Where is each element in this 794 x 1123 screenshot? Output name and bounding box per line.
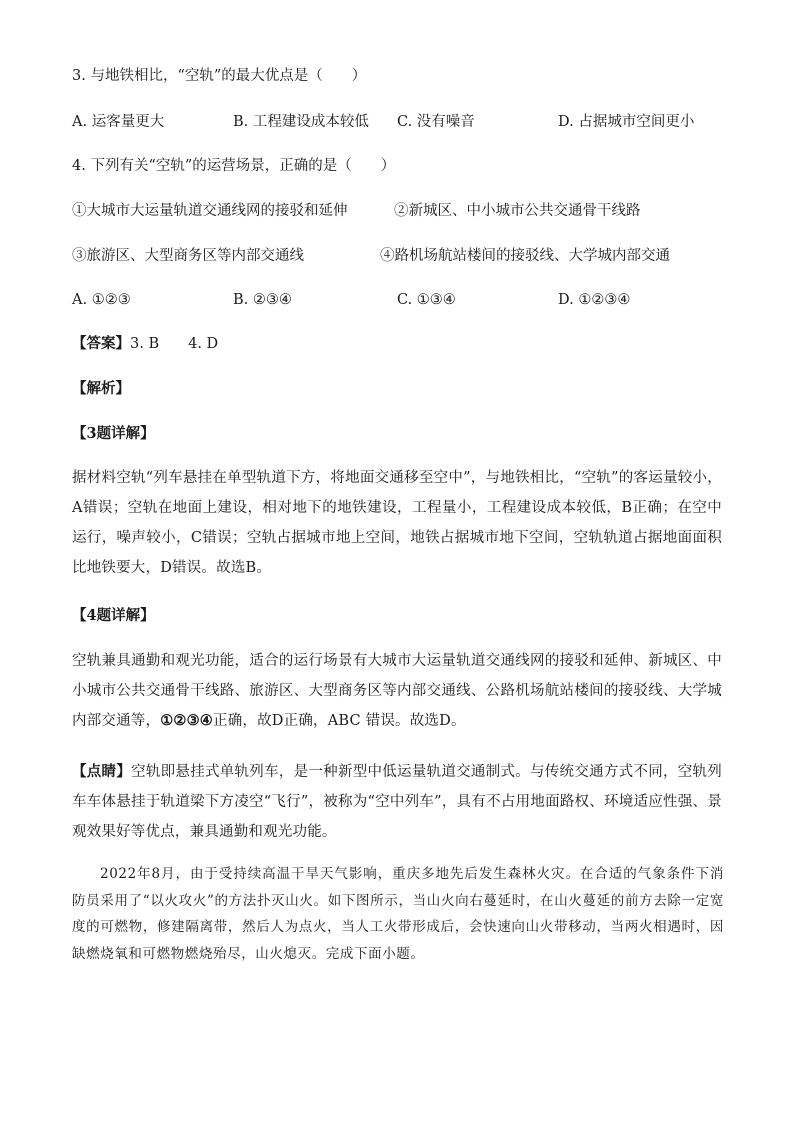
answer-label: 【答案】 [72,335,130,352]
passage-text: 2022年8月，由于受持续高温干旱天气影响，重庆多地先后发生森林火灾。在合适的气象条件下消防员采用了“以火攻火”的方法扑灭山火。如下图所示，当山火向右蔓延时，在山火蔓延的前方去除一定宽度的可燃物，修建隔离带，然后人为点火，当人工火带形成后，会快速向山火带移动，当两火相遇时，因缺燃烧氧和可燃物燃烧殆尽，山火熄灭。完成下面小题。 [72,866,724,962]
q4-item-2: ②新城区、中小城市公共交通骨干线路 [394,203,641,219]
detail4-text-before: 空轨兼具通勤和观光功能，适合的运行场景有大城市大运量轨道交通线网的接驳和延伸、新城区、中小城市公共交通骨干线路、旅游区、大型商务区等内部交通线、公路机场航站楼间的接驳线、大学城内部交通等， [72,653,722,729]
q4-option-d: D. ①②③④ [558,292,631,308]
q3-option-a: A. 运客量更大 [72,114,165,130]
answer-text: 3. B 4. D [130,336,219,352]
q3-option-d: D. 占据城市空间更小 [558,114,695,130]
analysis-label: 【解析】 [72,380,130,397]
q4-item-4: ④路机场航站楼间的接驳线、大学城内部交通 [380,248,670,264]
q4-option-b: B. ②③④ [233,292,292,308]
q4-option-a: A. ①②③ [72,292,131,308]
detail4-bold-marks: ①②③④ [160,712,213,729]
detail4-text-after: 正确，故D正确，ABC 错误。故选D。 [213,713,466,729]
tip-text: 空轨即悬挂式单轨列车，是一种新型中低运量轨道交通制式。与传统交通方式不同，空轨列车车体悬挂于轨道梁下方凌空“飞行”，被称为“空中列车”，具有不占用地面路权、环境适应性强、景观效果好等优点，兼具通勤和观光功能。 [72,764,722,840]
q4-item-1: ①大城市大运量轨道交通线网的接驳和延伸 [72,203,348,219]
q4-item-3: ③旅游区、大型商务区等内部交通线 [72,248,304,264]
answer-line [72,334,218,354]
q3-stem: 3. 与地铁相比，“空轨”的最大优点是（ ） [72,68,367,84]
detail4-paragraph [72,646,722,736]
detail3-label: 【3题详解】 [72,425,155,442]
tip-label: 【点睛】 [72,763,132,780]
q4-stem: 4. 下列有关“空轨”的运营场景，正确的是（ ） [72,158,396,174]
tip-paragraph [72,757,722,847]
q3-option-b: B. 工程建设成本较低 [233,114,369,130]
q4-option-c: C. ①③④ [397,292,456,308]
q3-option-c: C. 没有噪音 [397,114,475,130]
detail4-label: 【4题详解】 [72,607,155,624]
detail3-text: 据材料空轨“列车悬挂在单型轨道下方，将地面交通移至空中”，与地铁相比，“空轨”的客运量较小，A错误；空轨在地面上建设，相对地下的地铁建设，工程量小，工程建设成本较低，B正确；在空中运行，噪声较小，C错误；空轨占据城市地上空间，地铁占据城市地下空间，空轨轨道占据地面面积比地铁要大，D错误。故选B。 [72,470,722,576]
